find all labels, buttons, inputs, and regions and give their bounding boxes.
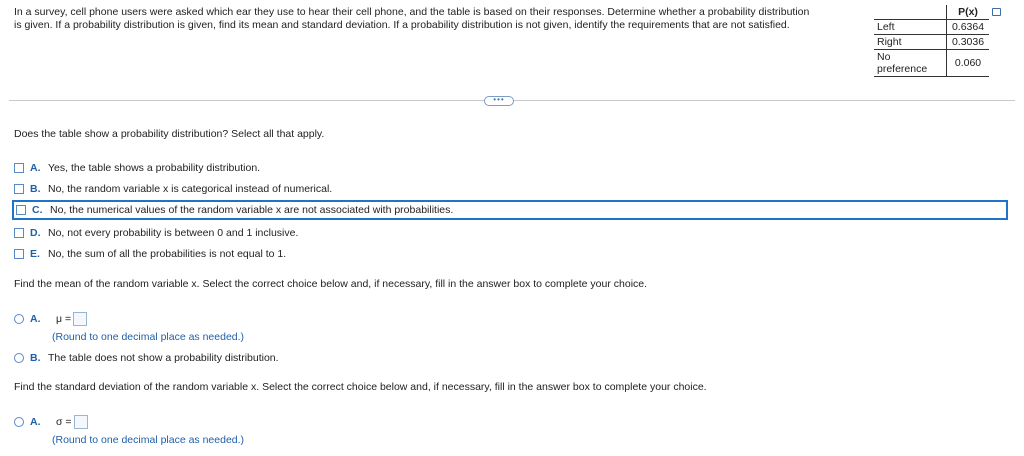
mean-symbol: μ = xyxy=(56,313,72,325)
table-cell-value: 0.060 xyxy=(947,50,990,77)
sd-answer-box[interactable] xyxy=(74,415,88,429)
q1-option-d[interactable] xyxy=(14,224,298,242)
checkbox-e[interactable] xyxy=(14,249,24,259)
option-letter: A. xyxy=(30,162,41,174)
mean-rounding-hint: (Round to one decimal place as needed.) xyxy=(52,331,245,343)
radio-b[interactable] xyxy=(14,353,24,363)
expand-more-button[interactable] xyxy=(484,96,514,106)
option-text: Yes, the table shows a probability distribution. xyxy=(48,162,261,174)
popout-icon[interactable] xyxy=(992,8,1001,16)
option-text: No, the numerical values of the random variable x are not associated with probabilities. xyxy=(50,204,454,216)
problem-line-2: is given. If a probability distribution is given, find its mean and standard deviation. If a probability distribution is not given, identify the requirements that are not satisfied. xyxy=(14,18,790,31)
mean-answer-box[interactable] xyxy=(73,312,87,326)
table-cell-label: Right xyxy=(874,35,947,50)
option-letter: C. xyxy=(32,204,43,216)
option-text: The table does not show a probability distribution. xyxy=(48,352,279,364)
table-cell-value: 0.6364 xyxy=(947,20,990,35)
checkbox-b[interactable] xyxy=(14,184,24,194)
q3-option-a[interactable] xyxy=(14,413,88,431)
question-3-text: Find the standard deviation of the random variable x. Select the correct choice below and, if necessary, fill in the answer box to complete your choice. xyxy=(14,381,707,393)
option-letter: E. xyxy=(30,248,40,260)
table-header-px: P(x) xyxy=(947,5,990,20)
checkbox-d[interactable] xyxy=(14,228,24,238)
question-1-text: Does the table show a probability distribution? Select all that apply. xyxy=(14,128,325,140)
option-letter: B. xyxy=(30,352,41,364)
sd-rounding-hint: (Round to one decimal place as needed.) xyxy=(52,434,245,446)
sigma-symbol: σ = xyxy=(56,416,72,428)
table-cell-label: Left xyxy=(874,20,947,35)
table-row xyxy=(874,35,989,50)
table-cell-value: 0.3036 xyxy=(947,35,990,50)
probability-table xyxy=(874,5,989,77)
option-text: No, the random variable x is categorical instead of numerical. xyxy=(48,183,333,195)
option-text: No, not every probability is between 0 and 1 inclusive. xyxy=(48,227,299,239)
question-2-text: Find the mean of the random variable x. Select the correct choice below and, if necessary, fill in the answer box to complete your choice. xyxy=(14,278,648,290)
q1-option-b[interactable] xyxy=(14,180,332,198)
option-letter: B. xyxy=(30,183,41,195)
radio-a[interactable] xyxy=(14,314,24,324)
q1-option-c[interactable] xyxy=(12,200,1008,220)
problem-statement xyxy=(14,6,874,31)
option-letter: A. xyxy=(30,416,41,428)
table-header-row xyxy=(874,5,989,20)
ellipsis-icon: ••• xyxy=(493,95,505,104)
option-text: No, the sum of all the probabilities is not equal to 1. xyxy=(48,248,287,260)
q1-option-e[interactable] xyxy=(14,245,286,263)
q2-option-a[interactable] xyxy=(14,310,87,328)
table-cell-label-line2: preference xyxy=(877,63,928,75)
table-row xyxy=(874,50,989,77)
table-cell-label: No xyxy=(877,51,891,63)
option-letter: A. xyxy=(30,313,41,325)
q1-option-a[interactable] xyxy=(14,159,260,177)
option-letter: D. xyxy=(30,227,41,239)
checkbox-a[interactable] xyxy=(14,163,24,173)
problem-line-1: In a survey, cell phone users were asked which ear they use to hear their cell phone, and the table is based on their responses. Determine whether a probability distribution xyxy=(14,6,810,18)
radio-a[interactable] xyxy=(14,417,24,427)
table-row xyxy=(874,20,989,35)
q2-option-b[interactable] xyxy=(14,349,279,367)
checkbox-c[interactable] xyxy=(16,205,26,215)
